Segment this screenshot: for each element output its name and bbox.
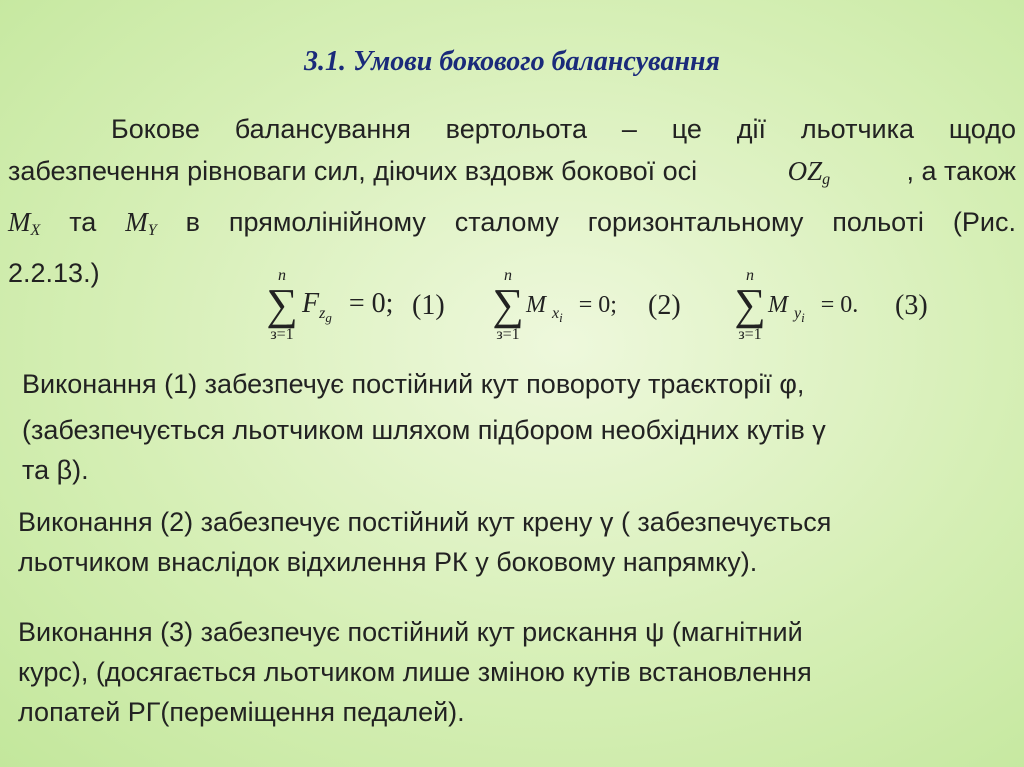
- intro-line-1: [8, 108, 1016, 150]
- text-line: льотчиком внаслідок відхилення РК у боковому напрямку).: [18, 547, 758, 577]
- word: сталому: [454, 207, 559, 237]
- word: балансування: [234, 114, 411, 144]
- sum-upper-limit: n: [746, 267, 754, 284]
- equation-number-2: (2): [648, 290, 681, 321]
- text-line: (забезпечується льотчиком шляхом підбором необхідних кутів γ: [22, 415, 826, 445]
- word: та: [69, 207, 97, 237]
- equation-subsub: g: [325, 310, 332, 326]
- balance-equations: [0, 268, 1024, 358]
- axis-symbol: [788, 150, 831, 201]
- sum-lower-limit: з=1: [270, 326, 294, 343]
- equation-rhs: = 0;: [348, 288, 394, 319]
- sum-upper-limit: n: [278, 267, 286, 284]
- intro-line-4: 2.2.13.): [8, 258, 100, 288]
- text-line: та β).: [22, 455, 89, 485]
- sum-upper-limit: n: [504, 267, 512, 284]
- text: , а також: [906, 156, 1016, 186]
- intro-line-3: [8, 201, 1016, 252]
- equation-rhs: = 0;: [578, 292, 617, 318]
- text-line: лопатей РГ(переміщення педалей).: [18, 697, 465, 727]
- moment-mx: [8, 201, 40, 252]
- word: щодо: [948, 114, 1016, 144]
- sum-sign-1: [262, 268, 302, 344]
- condition-3-text: [18, 612, 978, 732]
- equation-subsub: i: [559, 310, 563, 326]
- equation-sub: x: [552, 305, 560, 322]
- sigma-icon: ∑: [734, 280, 766, 329]
- text: забезпечення рівноваги сил, діючих вздовж бокової осі: [8, 156, 698, 186]
- equation-symbol: M: [768, 292, 788, 318]
- sum-lower-limit: з=1: [738, 326, 762, 343]
- sum-lower-limit: з=1: [496, 326, 520, 343]
- symbol: M: [125, 207, 148, 237]
- equation-sub: z: [319, 305, 326, 322]
- equation-subsub: i: [801, 310, 805, 326]
- word: –: [621, 114, 637, 144]
- word: в: [185, 207, 200, 237]
- moment-my: [125, 201, 156, 252]
- intro-line-2: [8, 150, 1016, 201]
- slide-title: 3.1. Умови бокового балансування: [304, 46, 720, 77]
- equation-1: [302, 288, 393, 326]
- sum-sign-2: [488, 268, 528, 344]
- equation-3: [768, 292, 858, 326]
- sum-sign-3: [730, 268, 770, 344]
- symbol-sub: X: [30, 222, 41, 239]
- symbol-sub: g: [822, 171, 831, 188]
- text-line: Виконання (2) забезпечує постійний кут крену γ ( забезпечується: [18, 507, 832, 537]
- condition-1-text: [22, 364, 982, 490]
- word: горизонтальному: [587, 207, 804, 237]
- equation-2: [526, 292, 617, 326]
- equation-number-1: (1): [412, 290, 445, 321]
- word: вертольота: [445, 114, 587, 144]
- equation-symbol: M: [526, 292, 546, 318]
- symbol: OZ: [787, 156, 823, 186]
- word: це: [671, 114, 702, 144]
- intro-paragraph: [8, 108, 1016, 294]
- equation-sub: y: [794, 305, 802, 322]
- sigma-icon: ∑: [492, 280, 524, 329]
- sigma-icon: ∑: [266, 280, 298, 329]
- text-line: курс), (досягається льотчиком лише зміною кутів встановлення: [18, 657, 812, 687]
- text-line: Виконання (1) забезпечує постійний кут повороту траєкторії φ,: [22, 369, 805, 399]
- condition-2-text: [18, 502, 978, 582]
- word: льотчика: [800, 114, 915, 144]
- text-line: Виконання (3) забезпечує постійний кут рискання ψ (магнітний: [18, 617, 803, 647]
- symbol-sub: Y: [147, 222, 157, 239]
- equation-rhs: = 0.: [820, 292, 859, 318]
- equation-symbol: F: [302, 288, 320, 319]
- word: Бокове: [111, 114, 200, 144]
- equation-number-3: (3): [895, 290, 928, 321]
- word: польоті: [832, 207, 924, 237]
- symbol: M: [8, 207, 31, 237]
- word: прямолінійному: [228, 207, 426, 237]
- word: дії: [736, 114, 766, 144]
- word: (Рис.: [952, 207, 1016, 237]
